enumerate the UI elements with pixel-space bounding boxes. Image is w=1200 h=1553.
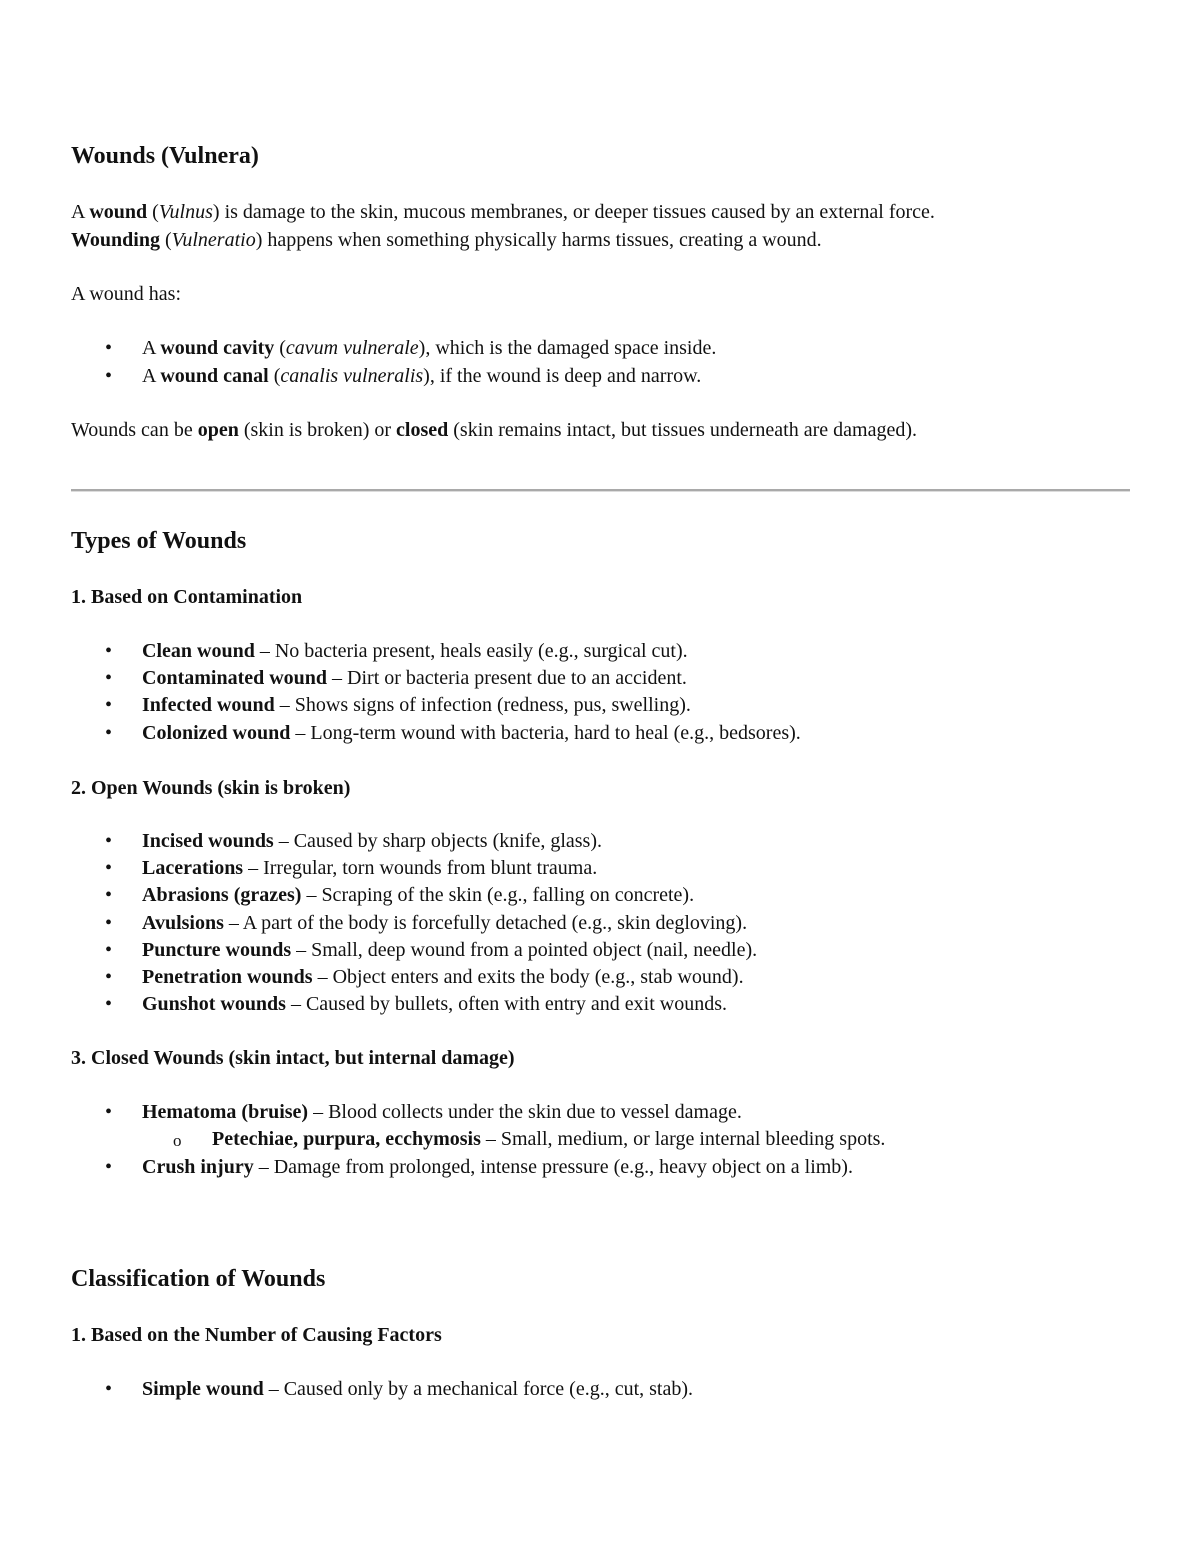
bullet-icon: • [105,722,113,744]
list-item: Clean wound – No bacteria present, heals easily (e.g., surgical cut). [142,640,688,662]
bullet-icon: • [105,857,113,879]
subheading-causing-factors: 1. Based on the Number of Causing Factors [71,1324,442,1346]
wound-has-label: A wound has: [71,283,181,305]
list-item: Crush injury – Damage from prolonged, intense pressure (e.g., heavy object on a limb). [142,1156,853,1178]
subheading-contamination: 1. Based on Contamination [71,586,303,608]
list-item: A wound cavity (cavum vulnerale), which is the damaged space inside. [142,337,717,359]
bullet-icon: • [105,830,113,852]
sub-list-item: Petechiae, purpura, ecchymosis – Small, medium, or large internal bleeding spots. [212,1128,886,1150]
list-item: Infected wound – Shows signs of infection (redness, pus, swelling). [142,694,691,716]
bullet-icon: • [105,365,113,387]
bullet-icon: • [105,939,113,961]
bullet-icon: • [105,1101,113,1123]
bullet-icon: • [105,1156,113,1178]
list-item: Contaminated wound – Dirt or bacteria present due to an accident. [142,667,687,689]
definition-wounding: Wounding (Vulneratio) happens when something physically harms tissues, creating a wound. [71,229,822,251]
bullet-icon: • [105,966,113,988]
list-item: Abrasions (grazes) – Scraping of the skin (e.g., falling on concrete). [142,884,695,906]
bullet-icon: • [105,337,113,359]
list-item: Gunshot wounds – Caused by bullets, often with entry and exit wounds. [142,993,728,1015]
open-closed-text: Wounds can be open (skin is broken) or closed (skin remains intact, but tissues underneath are damaged). [71,419,917,441]
bullet-icon: • [105,993,113,1015]
bullet-icon: • [105,667,113,689]
bullet-icon: • [105,912,113,934]
section-title-types: Types of Wounds [71,528,247,554]
list-item: Penetration wounds – Object enters and exits the body (e.g., stab wound). [142,966,744,988]
bullet-icon: • [105,884,113,906]
list-item: Lacerations – Irregular, torn wounds from blunt trauma. [142,857,598,879]
subheading-closed-wounds: 3. Closed Wounds (skin intact, but internal damage) [71,1047,515,1069]
definition-wound: A wound (Vulnus) is damage to the skin, mucous membranes, or deeper tissues caused by an external force. [71,201,935,223]
section-title-wounds: Wounds (Vulnera) [71,143,259,169]
bullet-icon: • [105,640,113,662]
list-item: Puncture wounds – Small, deep wound from a pointed object (nail, needle). [142,939,758,961]
bullet-icon: • [105,1378,113,1400]
list-item: Simple wound – Caused only by a mechanical force (e.g., cut, stab). [142,1378,694,1400]
horizontal-divider [71,489,1130,492]
list-item: Hematoma (bruise) – Blood collects under the skin due to vessel damage. [142,1101,742,1123]
list-item: Colonized wound – Long-term wound with bacteria, hard to heal (e.g., bedsores). [142,722,801,744]
subheading-open-wounds: 2. Open Wounds (skin is broken) [71,777,351,799]
list-item: A wound canal (canalis vulneralis), if the wound is deep and narrow. [142,365,702,387]
bullet-icon: • [105,694,113,716]
list-item: Incised wounds – Caused by sharp objects (knife, glass). [142,830,602,852]
list-item: Avulsions – A part of the body is forcefully detached (e.g., skin degloving). [142,912,748,934]
section-title-classification: Classification of Wounds [71,1266,326,1292]
sub-bullet-icon: o [173,1131,182,1150]
